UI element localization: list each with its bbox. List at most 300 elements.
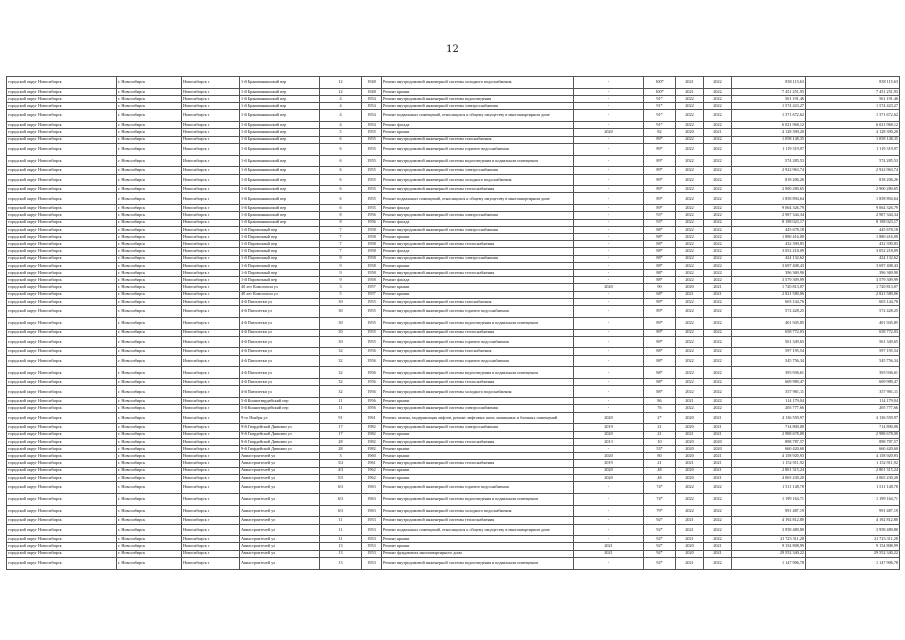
cell-house-number: 13: [320, 557, 362, 569]
cell-wear-percent: 91*: [644, 95, 676, 102]
cell-plan-end-year: 2022: [704, 122, 732, 129]
cell-previous-repair-year: -: [574, 445, 644, 452]
cell-cost-total: 1 152 911,92: [732, 460, 806, 467]
cell-previous-repair-year: -: [574, 367, 644, 379]
cell-built-year: 1956: [362, 386, 382, 398]
cell-plan-start-year: 2022: [676, 103, 704, 110]
cell-settlement: г. Новосибирск: [117, 122, 182, 129]
cell-plan-end-year: 2022: [704, 481, 732, 493]
cell-house-number: 30: [320, 336, 362, 348]
cell-work-type: Ремонт внутридомовой инженерной системы газоснабжения: [382, 298, 574, 305]
cell-cost-fund: 1 147 906,78: [806, 557, 900, 569]
cell-house-number: 11: [320, 524, 362, 536]
cell-street: 4-й Пятилетки ул: [240, 367, 320, 379]
cell-house-number: 11: [320, 405, 362, 412]
cell-settlement: г. Новосибирск: [117, 412, 182, 424]
cell-built-year: 1953: [362, 524, 382, 536]
cell-cost-total: 396 369,90: [732, 269, 806, 276]
cell-municipality: городской округ Новосибирск: [7, 424, 117, 431]
cell-built-year: 1957: [362, 284, 382, 291]
table-row: [7, 269, 900, 276]
cell-plan-end-year: 2021: [704, 474, 732, 481]
cell-plan-start-year: 2022: [676, 269, 704, 276]
cell-house-number: 5/5: [320, 474, 362, 481]
cell-built-year: 1954: [362, 122, 382, 129]
table-row: [7, 226, 900, 233]
table-row: [7, 398, 900, 405]
cell-work-type: Ремонт крыши: [382, 453, 574, 460]
cell-locality: Новосибирск г: [182, 234, 240, 241]
cell-cost-total: 7 451 251,93: [732, 88, 806, 95]
cell-house-number: 9: [320, 262, 362, 269]
cell-plan-start-year: 2022: [676, 248, 704, 255]
cell-municipality: городской округ Новосибирск: [7, 193, 117, 205]
cell-previous-repair-year: -: [574, 481, 644, 493]
cell-house-number: 6: [320, 167, 362, 174]
cell-previous-repair-year: 2019: [574, 424, 644, 431]
cell-previous-repair-year: -: [574, 226, 644, 233]
cell-municipality: городской округ Новосибирск: [7, 234, 117, 241]
cell-previous-repair-year: -: [574, 212, 644, 219]
cell-wear-percent: 92*: [644, 543, 676, 550]
cell-street: 4-й Пятилетки ул: [240, 348, 320, 355]
table-row: [7, 155, 900, 167]
cell-street: Авиастроителей ул: [240, 505, 320, 517]
cell-plan-start-year: 2022: [676, 186, 704, 193]
cell-work-type: Ремонт внутридомовой инженерной системы холодного водоснабжения: [382, 174, 574, 186]
cell-cost-fund: 561 349,65: [806, 336, 900, 348]
cell-work-type: Ремонт крыши: [382, 262, 574, 269]
cell-street: 4-й Пятилетки ул: [240, 329, 320, 336]
cell-cost-fund: 1 371 672,62: [806, 110, 900, 122]
cell-municipality: городской округ Новосибирск: [7, 277, 117, 284]
cell-locality: Новосибирск г: [182, 336, 240, 348]
cell-settlement: г. Новосибирск: [117, 467, 182, 474]
cell-wear-percent: 88*: [644, 255, 676, 262]
cell-street: 40 лет Комсомола ул: [240, 291, 320, 298]
cell-plan-end-year: 2021: [704, 453, 732, 460]
cell-previous-repair-year: -: [574, 277, 644, 284]
cell-plan-start-year: 2021: [676, 524, 704, 536]
cell-cost-fund: 432 390,83: [806, 241, 900, 248]
cell-plan-start-year: 2021: [676, 557, 704, 569]
cell-municipality: городской округ Новосибирск: [7, 543, 117, 550]
cell-municipality: городской округ Новосибирск: [7, 386, 117, 398]
cell-plan-end-year: 2022: [704, 226, 732, 233]
cell-plan-start-year: 2021: [676, 460, 704, 467]
cell-settlement: г. Новосибирск: [117, 481, 182, 493]
cell-municipality: городской округ Новосибирск: [7, 445, 117, 452]
cell-municipality: городской округ Новосибирск: [7, 431, 117, 438]
cell-house-number: 6: [320, 143, 362, 155]
cell-settlement: г. Новосибирск: [117, 174, 182, 186]
cell-wear-percent: 91*: [644, 110, 676, 122]
cell-wear-percent: 92*: [644, 557, 676, 569]
cell-previous-repair-year: -: [574, 398, 644, 405]
cell-municipality: городской округ Новосибирск: [7, 241, 117, 248]
cell-wear-percent: 88*: [644, 277, 676, 284]
cell-cost-total: 2 988 678,00: [732, 431, 806, 438]
cell-work-type: Ремонт внутридомовой инженерной системы водоотведения в подвальном помещении: [382, 557, 574, 569]
cell-settlement: г. Новосибирск: [117, 212, 182, 219]
cell-municipality: городской округ Новосибирск: [7, 524, 117, 536]
cell-plan-start-year: 2022: [676, 219, 704, 226]
cell-plan-start-year: 2022: [676, 379, 704, 386]
table-row: [7, 262, 900, 269]
cell-cost-total: 2 900 280,65: [732, 186, 806, 193]
cell-previous-repair-year: -: [574, 136, 644, 143]
cell-plan-start-year: 2020: [676, 550, 704, 557]
cell-built-year: 1954: [362, 103, 382, 110]
cell-street: 1-й Бракованкинский пер: [240, 129, 320, 136]
cell-locality: Новосибирск г: [182, 241, 240, 248]
cell-cost-total: 401 945,85: [732, 317, 806, 329]
cell-settlement: г. Новосибирск: [117, 255, 182, 262]
cell-cost-total: 2 987 344,34: [732, 212, 806, 219]
cell-street: 1-й Бракованкинский пер: [240, 88, 320, 95]
cell-settlement: г. Новосибирск: [117, 453, 182, 460]
cell-settlement: г. Новосибирск: [117, 88, 182, 95]
cell-cost-fund: 4 192 812,80: [806, 517, 900, 524]
cell-previous-repair-year: 2020: [574, 129, 644, 136]
cell-settlement: г. Новосибирск: [117, 136, 182, 143]
cell-built-year: 1955: [362, 305, 382, 317]
cell-built-year: 1955: [362, 155, 382, 167]
cell-settlement: г. Новосибирск: [117, 517, 182, 524]
cell-cost-fund: 3 579 309,99: [806, 277, 900, 284]
table-row: [7, 305, 900, 317]
cell-cost-total: 991 487,19: [732, 505, 806, 517]
cell-settlement: г. Новосибирск: [117, 103, 182, 110]
cell-locality: Новосибирск г: [182, 445, 240, 452]
table-row: [7, 438, 900, 445]
cell-settlement: г. Новосибирск: [117, 241, 182, 248]
cell-settlement: г. Новосибирск: [117, 505, 182, 517]
cell-municipality: городской округ Новосибирск: [7, 505, 117, 517]
cell-plan-start-year: 2020: [676, 474, 704, 481]
cell-plan-start-year: 2020: [676, 129, 704, 136]
cell-cost-total: 2 922 963,74: [732, 167, 806, 174]
cell-municipality: городской округ Новосибирск: [7, 205, 117, 212]
cell-settlement: г. Новосибирск: [117, 219, 182, 226]
cell-cost-fund: 9 064 326,79: [806, 205, 900, 212]
cell-locality: Новосибирск г: [182, 103, 240, 110]
cell-previous-repair-year: -: [574, 517, 644, 524]
cell-locality: Новосибирск г: [182, 412, 240, 424]
table-row: [7, 329, 900, 336]
cell-locality: Новосибирск г: [182, 155, 240, 167]
cell-work-type: Ремонт внутридомовой инженерной системы горячего водоснабжения: [382, 355, 574, 367]
cell-cost-fund: 445 678,18: [806, 226, 900, 233]
cell-work-type: Ремонт подвальных помещений, относящихся к общему имуществу в многоквартирном доме: [382, 524, 574, 536]
table-row: [7, 557, 900, 569]
cell-cost-fund: 3 052 218,09: [806, 248, 900, 255]
cell-built-year: 1955: [362, 336, 382, 348]
cell-cost-total: 898 787,57: [732, 438, 806, 445]
cell-work-type: Ремонт внутридомовой инженерной системы электроснабжения: [382, 424, 574, 431]
cell-house-number: 12: [320, 88, 362, 95]
cell-plan-end-year: 2021: [704, 291, 732, 298]
cell-work-type: Ремонт крыши: [382, 88, 574, 95]
cell-plan-end-year: 2022: [704, 305, 732, 317]
table-row: [7, 336, 900, 348]
cell-work-type: Ремонт внутридомовой инженерной системы теплоснабжения: [382, 329, 574, 336]
cell-wear-percent: 88*: [644, 379, 676, 386]
table-row: [7, 348, 900, 355]
cell-wear-percent: 89*: [644, 167, 676, 174]
cell-locality: Новосибирск г: [182, 524, 240, 536]
cell-wear-percent: 92*: [644, 550, 676, 557]
cell-work-type: Ремонт внутридомовой инженерной системы водоотведения в подвальном помещении: [382, 317, 574, 329]
cell-cost-fund: 818 206,26: [806, 174, 900, 186]
cell-municipality: городской округ Новосибирск: [7, 536, 117, 543]
cell-plan-start-year: 2020: [676, 438, 704, 445]
cell-wear-percent: 74*: [644, 493, 676, 505]
cell-street: 1-й Паровозный пер: [240, 262, 320, 269]
table-row: [7, 103, 900, 110]
cell-wear-percent: 100*: [644, 88, 676, 95]
cell-street: 1-й Бракованкинский пер: [240, 95, 320, 102]
cell-built-year: 1955: [362, 167, 382, 174]
cell-work-type: Ремонт крыши: [382, 445, 574, 452]
cell-wear-percent: 89*: [644, 136, 676, 143]
cell-work-type: Ремонт внутридомовой инженерной системы теплоснабжения: [382, 517, 574, 524]
cell-street: 1-й Паровозный пер: [240, 269, 320, 276]
cell-plan-end-year: 2022: [704, 536, 732, 543]
cell-settlement: г. Новосибирск: [117, 155, 182, 167]
table-row: [7, 431, 900, 438]
cell-wear-percent: 89*: [644, 329, 676, 336]
cell-street: 1-й Бракованкинский пер: [240, 212, 320, 219]
table-row: [7, 241, 900, 248]
cell-street: 1-й Бракованкинский пер: [240, 110, 320, 122]
cell-settlement: г. Новосибирск: [117, 557, 182, 569]
cell-municipality: городской округ Новосибирск: [7, 329, 117, 336]
cell-cost-total: 545 756,34: [732, 355, 806, 367]
table-row: [7, 248, 900, 255]
cell-built-year: 1948: [362, 77, 382, 89]
cell-municipality: городской округ Новосибирск: [7, 367, 117, 379]
cell-previous-repair-year: -: [574, 234, 644, 241]
cell-wear-percent: 93*: [644, 212, 676, 219]
cell-settlement: г. Новосибирск: [117, 493, 182, 505]
cell-locality: Новосибирск г: [182, 438, 240, 445]
cell-wear-percent: 89*: [644, 155, 676, 167]
table-row: [7, 129, 900, 136]
cell-wear-percent: 91*: [644, 103, 676, 110]
cell-previous-repair-year: -: [574, 524, 644, 536]
cell-built-year: 1958: [362, 234, 382, 241]
cell-plan-start-year: 2022: [676, 226, 704, 233]
cell-cost-total: 714 800,00: [732, 424, 806, 431]
cell-plan-end-year: 2022: [704, 367, 732, 379]
cell-municipality: городской округ Новосибирск: [7, 255, 117, 262]
cell-wear-percent: 88*: [644, 262, 676, 269]
table-row: [7, 517, 900, 524]
cell-plan-start-year: 2022: [676, 481, 704, 493]
cell-municipality: городской округ Новосибирск: [7, 269, 117, 276]
cell-previous-repair-year: 2021: [574, 543, 644, 550]
cell-cost-fund: 4 136 559,97: [806, 412, 900, 424]
cell-house-number: 32: [320, 379, 362, 386]
cell-plan-end-year: 2022: [704, 155, 732, 167]
cell-house-number: 6/3: [320, 505, 362, 517]
cell-plan-start-year: 2022: [676, 317, 704, 329]
cell-street: 9-й Гвардейской Дивизии ул: [240, 438, 320, 445]
cell-municipality: городской округ Новосибирск: [7, 481, 117, 493]
cell-cost-fund: 1 511 148,78: [806, 481, 900, 493]
cell-built-year: 1955: [362, 174, 382, 186]
cell-plan-end-year: 2022: [704, 241, 732, 248]
cell-work-type: Ремонт внутридомовой инженерной системы водоотведения в подвальном помещении: [382, 493, 574, 505]
cell-street: 9-го Ноября ул: [240, 412, 320, 424]
cell-plan-end-year: 2022: [704, 505, 732, 517]
cell-cost-total: 3 697 408,43: [732, 262, 806, 269]
cell-plan-start-year: 2022: [676, 110, 704, 122]
cell-work-type: Ремонт внутридомовой инженерной системы теплоснабжения: [382, 186, 574, 193]
cell-cost-fund: 1 880 416,00: [806, 234, 900, 241]
cell-plan-start-year: 2021: [676, 536, 704, 543]
cell-cost-fund: 401 945,85: [806, 317, 900, 329]
cell-work-type: Ремонт внутридомовой инженерной системы горячего водоснабжения: [382, 336, 574, 348]
cell-municipality: городской округ Новосибирск: [7, 398, 117, 405]
cell-municipality: городской округ Новосибирск: [7, 167, 117, 174]
cell-plan-end-year: 2022: [704, 186, 732, 193]
cell-plan-end-year: 2022: [704, 517, 732, 524]
cell-cost-fund: 658 772,03: [806, 329, 900, 336]
cell-locality: Новосибирск г: [182, 277, 240, 284]
cell-settlement: г. Новосибирск: [117, 248, 182, 255]
cell-cost-fund: 393 936,61: [806, 367, 900, 379]
cell-plan-end-year: 2022: [704, 88, 732, 95]
cell-cost-total: 2 801 315,24: [732, 467, 806, 474]
cell-built-year: 1962: [362, 467, 382, 474]
cell-municipality: городской округ Новосибирск: [7, 355, 117, 367]
cell-cost-total: 1 371 672,62: [732, 110, 806, 122]
cell-house-number: 17: [320, 431, 362, 438]
cell-wear-percent: 92*: [644, 524, 676, 536]
cell-previous-repair-year: -: [574, 493, 644, 505]
cell-municipality: городской округ Новосибирск: [7, 305, 117, 317]
cell-previous-repair-year: -: [574, 248, 644, 255]
cell-work-type: Ремонт внутридомовой инженерной системы холодного водоснабжения: [382, 386, 574, 398]
cell-house-number: 30: [320, 298, 362, 305]
cell-locality: Новосибирск г: [182, 291, 240, 298]
cell-work-type: Ремонт внутридомовой инженерной системы электроснабжения: [382, 212, 574, 219]
cell-house-number: 30: [320, 329, 362, 336]
cell-cost-total: 838 115,63: [732, 77, 806, 89]
cell-plan-end-year: 2021: [704, 467, 732, 474]
table-row: [7, 412, 900, 424]
cell-plan-end-year: 2021: [704, 412, 732, 424]
cell-street: 1-й Бракованкинский пер: [240, 205, 320, 212]
cell-plan-end-year: 2022: [704, 248, 732, 255]
cell-plan-end-year: 2022: [704, 255, 732, 262]
cell-plan-end-year: 2022: [704, 167, 732, 174]
cell-work-type: Ремонт крыши: [382, 291, 574, 298]
cell-previous-repair-year: -: [574, 110, 644, 122]
cell-settlement: г. Новосибирск: [117, 193, 182, 205]
cell-street: Авиастроителей ул: [240, 557, 320, 569]
cell-municipality: городской округ Новосибирск: [7, 438, 117, 445]
cell-locality: Новосибирск г: [182, 431, 240, 438]
table-body: [7, 77, 900, 570]
cell-built-year: 1982: [362, 431, 382, 438]
repair-program-table: [6, 76, 900, 570]
cell-cost-total: 1 574 423,27: [732, 103, 806, 110]
cell-plan-end-year: 2021: [704, 543, 732, 550]
cell-street: 1-й Бракованкинский пер: [240, 77, 320, 89]
cell-plan-start-year: 2022: [676, 167, 704, 174]
cell-locality: Новосибирск г: [182, 262, 240, 269]
cell-locality: Новосибирск г: [182, 110, 240, 122]
cell-previous-repair-year: -: [574, 348, 644, 355]
cell-plan-end-year: 2021: [704, 431, 732, 438]
cell-municipality: городской округ Новосибирск: [7, 550, 117, 557]
cell-house-number: 5: [320, 129, 362, 136]
cell-plan-start-year: 2022: [676, 329, 704, 336]
table-row: [7, 234, 900, 241]
table-row: [7, 460, 900, 467]
cell-wear-percent: 91*: [644, 122, 676, 129]
cell-plan-end-year: 2022: [704, 174, 732, 186]
cell-previous-repair-year: -: [574, 386, 644, 398]
cell-house-number: 4: [320, 110, 362, 122]
page-number: 12: [446, 44, 459, 55]
cell-street: 1-й Бракованкинский пер: [240, 122, 320, 129]
table-row: [7, 505, 900, 517]
cell-street: 5-й Конногвардейский пер: [240, 405, 320, 412]
cell-house-number: 30: [320, 305, 362, 317]
table-row: [7, 77, 900, 89]
cell-house-number: 6: [320, 193, 362, 205]
cell-built-year: 1956: [362, 379, 382, 386]
cell-street: 1-й Бракованкинский пер: [240, 219, 320, 226]
cell-plan-start-year: 2020: [676, 453, 704, 460]
cell-locality: Новосибирск г: [182, 386, 240, 398]
cell-settlement: г. Новосибирск: [117, 379, 182, 386]
table-row: [7, 317, 900, 329]
cell-house-number: 9: [320, 277, 362, 284]
cell-settlement: г. Новосибирск: [117, 524, 182, 536]
cell-municipality: городской округ Новосибирск: [7, 95, 117, 102]
cell-plan-start-year: 2022: [676, 122, 704, 129]
cell-work-type: Ремонт подвальных помещений, относящихся к общему имуществу в многоквартирном доме: [382, 110, 574, 122]
cell-locality: Новосибирск г: [182, 557, 240, 569]
cell-plan-end-year: 2022: [704, 379, 732, 386]
cell-wear-percent: 48: [644, 474, 676, 481]
cell-municipality: городской округ Новосибирск: [7, 136, 117, 143]
cell-locality: Новосибирск г: [182, 186, 240, 193]
cell-wear-percent: 10: [644, 438, 676, 445]
cell-cost-fund: 4 065 230,20: [806, 474, 900, 481]
table-row: [7, 143, 900, 155]
cell-cost-total: 4 136 559,97: [732, 412, 806, 424]
cell-locality: Новосибирск г: [182, 167, 240, 174]
cell-wear-percent: 82: [644, 129, 676, 136]
cell-cost-total: 8 198 023,17: [732, 219, 806, 226]
cell-cost-fund: 357 981,11: [806, 386, 900, 398]
cell-settlement: г. Новосибирск: [117, 424, 182, 431]
cell-street: 1-й Бракованкинский пер: [240, 193, 320, 205]
cell-street: Авиастроителей ул: [240, 543, 320, 550]
table-row: [7, 298, 900, 305]
cell-cost-total: 6 021 968,12: [732, 122, 806, 129]
cell-plan-end-year: 2020: [704, 445, 732, 452]
cell-wear-percent: 53*: [644, 445, 676, 452]
cell-plan-start-year: 2022: [676, 348, 704, 355]
cell-built-year: 1961: [362, 460, 382, 467]
